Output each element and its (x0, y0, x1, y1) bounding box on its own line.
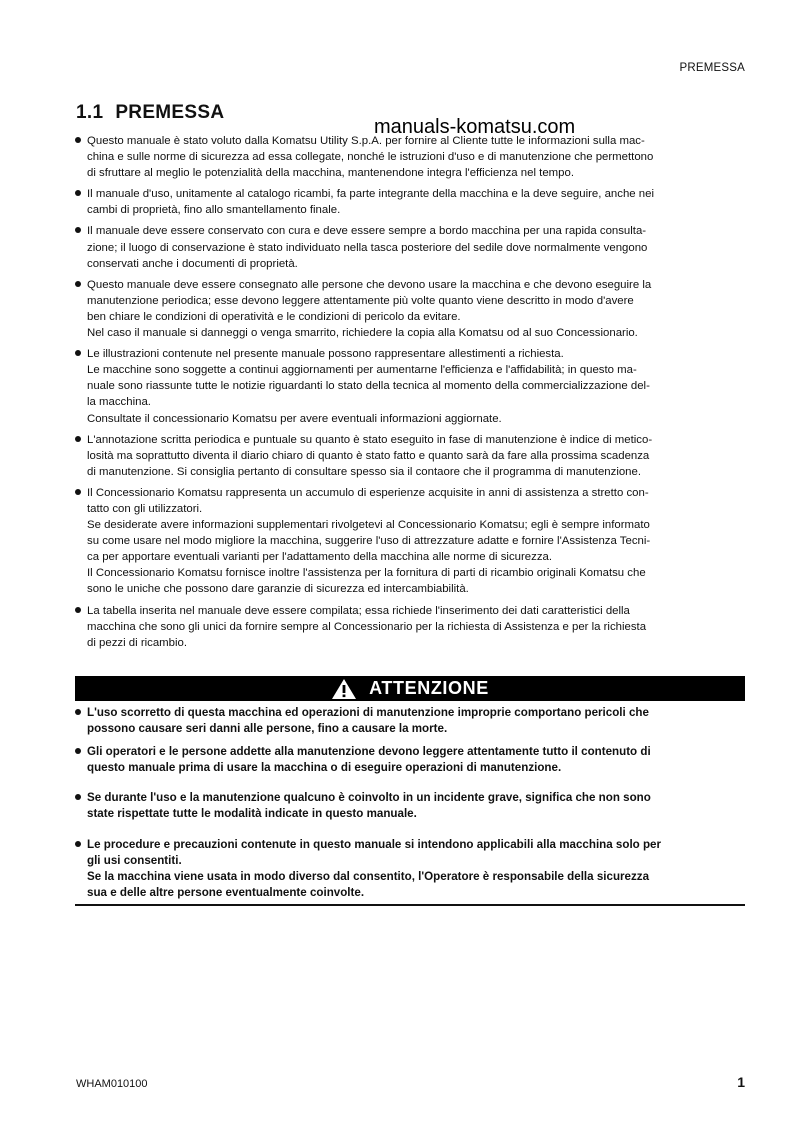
warning-line: Se durante l'uso e la manutenzione qualcuno è coinvolto in un incidente grave, significa che non sono (87, 791, 651, 805)
paragraph-line: macchina che sono gli unici da fornire sempre al Concessionario per la richiesta di Assistenza e per la richiesta (87, 620, 647, 633)
warning-line: questo manuale prima di usare la macchina o di eseguire operazioni di manutenzione. (87, 761, 562, 775)
paragraph-line: conservati anche i documenti di proprietà. (87, 257, 298, 270)
bullet-icon (75, 436, 81, 442)
warning-line: gli usi consentiti. (87, 853, 182, 867)
paragraph (76, 223, 745, 271)
paragraph-line: La tabella inserita nel manuale deve essere compilata; essa richiede l'inserimento dei dati caratteristici della (87, 604, 630, 617)
paragraph (76, 485, 745, 598)
warning-item (76, 705, 745, 737)
warning-item (76, 837, 745, 901)
watermark-text: manuals-komatsu.com (374, 116, 576, 138)
warning-item (76, 744, 745, 776)
paragraph-line: L'annotazione scritta periodica e puntuale su quanto è stato eseguito in fase di manutenzione è indice di metico- (87, 433, 653, 446)
paragraph-line: nuale sono riassunte tutte le notizie riguardanti lo stato della tecnica al momento della commercializzazione del- (87, 380, 650, 393)
intro-paragraphs (76, 133, 745, 656)
document-code: WHAM010100 (76, 1078, 148, 1090)
paragraph-line: cambi di proprietà, fino allo smantellamento finale. (87, 204, 341, 217)
paragraph-line: Le macchine sono soggette a continui aggiornamenti per aumentarne l'efficienza e l'affidabilità; in questo ma- (87, 364, 637, 377)
paragraph (76, 186, 745, 218)
warning-banner (75, 676, 745, 701)
section-divider (75, 904, 745, 906)
page-number: 1 (737, 1074, 745, 1090)
bullet-icon (75, 281, 81, 287)
warning-line: Se la macchina viene usata in modo diverso dal consentito, l'Operatore è responsabile della sicurezza (87, 869, 650, 883)
section-title-text: PREMESSA (115, 102, 225, 123)
paragraph-line: ben chiare le condizioni di operatività e le condizioni di pericolo da evitare. (87, 310, 461, 323)
paragraph-line: di manutenzione. Si consiglia pertanto di consultare spesso sia il contaore che il programma di manutenzione. (87, 465, 642, 478)
paragraph-line: zione; il luogo di conservazione è stato individuato nella tasca posteriore del sedile dove normalmente vengono (87, 241, 648, 254)
bullet-icon (75, 607, 81, 613)
paragraph-line: Consultate il concessionario Komatsu per avere eventuali informazioni aggiornate. (87, 412, 502, 425)
paragraph (76, 346, 745, 426)
paragraph-line: losità ma soprattutto diventa il diario chiaro di quanto è stato fatto e quanto sarà da fare alla prossima scadenza (87, 449, 650, 462)
bullet-icon (75, 794, 81, 800)
bullet-icon (75, 350, 81, 356)
warning-triangle-icon (331, 678, 357, 700)
paragraph (76, 432, 745, 480)
paragraph-line: Questo manuale è stato voluto dalla Komatsu Utility S.p.A. per fornire al Cliente tutte le informazioni sulla mac- (87, 135, 645, 147)
paragraph-line: Se desiderate avere informazioni supplementari rivolgetevi al Concessionario Komatsu; egli è sempre informato (87, 519, 650, 532)
paragraph-line: ca per apportare eventuali varianti per l'adattamento della macchina alle norme di sicurezza. (87, 551, 553, 564)
section-number: 1.1 (76, 102, 104, 123)
paragraph-line: Il manuale d'uso, unitamente al catalogo ricambi, fa parte integrante della macchina e la deve seguire, anche nei (87, 188, 654, 201)
bullet-icon (75, 227, 81, 233)
paragraph-line: di pezzi di ricambio. (87, 636, 188, 649)
paragraph-line: su come usare nel modo migliore la macchina, suggerire l'uso di attrezzature adatte e fornire l'Assistenza Tecni- (87, 535, 651, 548)
warning-line: L'uso scorretto di questa macchina ed operazioni di manutenzione improprie comportano pericoli che (87, 706, 649, 719)
warning-title: ATTENZIONE (369, 678, 489, 698)
bullet-icon (75, 489, 81, 495)
paragraph-line: tatto con gli utilizzatori. (87, 502, 203, 515)
bullet-icon (75, 190, 81, 196)
warning-line: Gli operatori e le persone addette alla manutenzione devono leggere attentamente tutto il contenuto di (87, 745, 651, 759)
paragraph-line: Le illustrazioni contenute nel presente manuale possono rappresentare allestimenti a richiesta. (87, 348, 564, 361)
bullet-icon (75, 137, 81, 143)
paragraph-line: Il Concessionario Komatsu rappresenta un accumulo di esperienze acquisite in anni di assistenza a stretto con- (87, 486, 649, 499)
paragraph-line: la macchina. (87, 396, 151, 409)
warning-line: sua e delle altre persone eventualmente coinvolte. (87, 885, 365, 899)
warning-line: Le procedure e precauzioni contenute in questo manuale si intendono applicabili alla macchina solo per (87, 837, 662, 851)
running-header: PREMESSA (679, 62, 745, 74)
bullet-icon (75, 841, 81, 847)
paragraph-line: manutenzione periodica; esse devono leggere attentamente più volte quanto viene descritto in modo d'avere (87, 294, 634, 307)
paragraph (76, 277, 745, 341)
warning-item (76, 790, 745, 822)
bullet-icon (75, 748, 81, 754)
warning-list (76, 705, 745, 901)
warning-line: possono causare seri danni alle persone, fino a causare la morte. (87, 722, 448, 736)
paragraph-line: Il Concessionario Komatsu fornisce inoltre l'assistenza per la fornitura di parti di ricambio originali Komatsu che (87, 567, 646, 580)
paragraph-line: Nel caso il manuale si danneggi o venga smarrito, richiedere la copia alla Komatsu od al suo Concessionario. (87, 327, 638, 340)
paragraph-line: di sfruttare al meglio le potenzialità della macchina, mantenendone integra l'efficienza nel tempo. (87, 167, 574, 180)
paragraph-line: sono le uniche che possono dare garanzie di sicurezza ed intercambiabilità. (87, 583, 469, 596)
warning-line: state rispettate tutte le modalità indicate in questo manuale. (87, 807, 417, 821)
section-title (76, 102, 224, 124)
bullet-icon (75, 709, 81, 715)
paragraph (76, 133, 745, 181)
paragraph-line: Il manuale deve essere conservato con cura e deve essere sempre a bordo macchina per una rapida consulta- (87, 225, 647, 238)
paragraph (76, 603, 745, 651)
paragraph-line: Questo manuale deve essere consegnato alle persone che devono usare la macchina e che devono eseguire la (87, 278, 652, 291)
paragraph-line: china e sulle norme di sicurezza ad essa collegate, nonché le istruzioni d'uso e di manutenzione che permettono (87, 151, 654, 164)
